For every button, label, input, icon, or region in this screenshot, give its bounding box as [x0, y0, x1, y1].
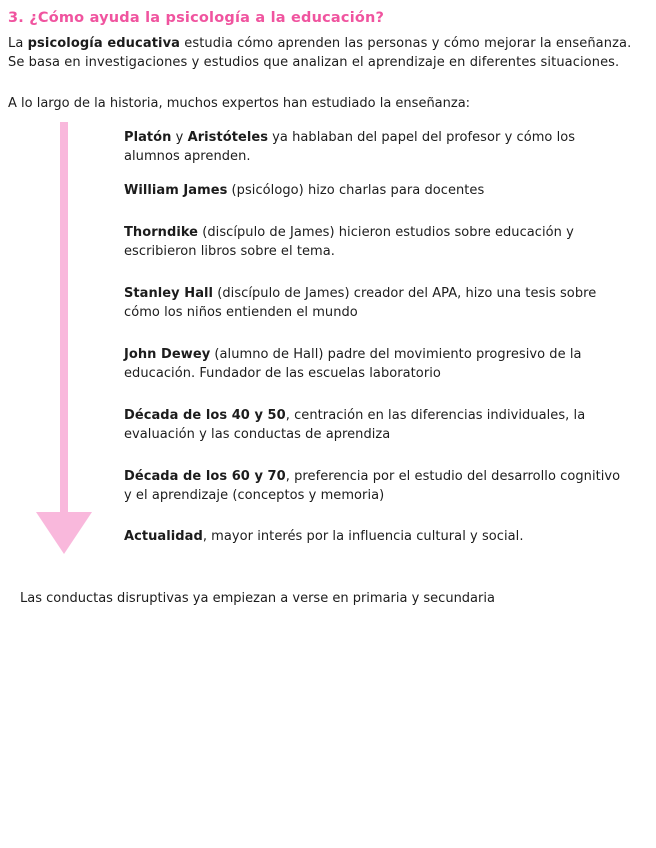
entry-lead: Platón: [124, 130, 172, 145]
section-heading: 3. ¿Cómo ayuda la psicología a la educación?: [8, 10, 385, 26]
entry-text: ya hablaban del papel del profesor y cómo los alumnos aprenden.: [124, 130, 576, 164]
entry-connector: y: [171, 130, 188, 145]
timeline-entry-actualidad: [124, 527, 624, 546]
closing-note: Las conductas disruptivas ya empiezan a verse en primaria y secundaria: [20, 591, 495, 606]
entry-lead: Década de los 40 y 50: [124, 408, 286, 423]
entry-lead: Thorndike: [124, 225, 199, 240]
entry-text: (psicólogo) hizo charlas para docentes: [227, 183, 485, 198]
entry-text: (alumno de Hall) padre del movimiento progresivo de la educación. Fundador de las escuelas laboratorio: [124, 347, 582, 381]
intro-paragraph: [8, 34, 644, 72]
timeline-entry-william-james: [124, 181, 624, 200]
entry-text: , preferencia por el estudio del desarrollo cognitivo y el aprendizaje (conceptos y memoria): [124, 469, 621, 503]
timeline-entry-decada-60-70: [124, 467, 624, 505]
entry-lead-2: Aristóteles: [187, 130, 268, 145]
timeline-entry-thorndike: [124, 223, 624, 261]
intro-term: psicología educativa: [27, 36, 181, 51]
entry-text: , centración en las diferencias individuales, la evaluación y las conductas de aprendiza: [124, 408, 586, 442]
timeline-arrow-icon: [34, 122, 96, 558]
timeline-entry-decada-40-50: [124, 406, 624, 444]
timeline-entry-plato-aristoteles: [124, 128, 624, 166]
entry-text: (discípulo de James) creador del APA, hizo una tesis sobre cómo los niños entienden el mundo: [124, 286, 597, 320]
timeline-entry-john-dewey: [124, 345, 624, 383]
entry-lead: John Dewey: [124, 347, 211, 362]
entry-text: , mayor interés por la influencia cultural y social.: [202, 529, 524, 544]
history-intro: A lo largo de la historia, muchos expertos han estudiado la enseñanza:: [8, 96, 471, 111]
entry-lead: Stanley Hall: [124, 286, 214, 301]
timeline-arrow-head: [36, 512, 92, 554]
entry-text: (discípulo de James) hicieron estudios sobre educación y escribieron libros sobre el tema.: [124, 225, 574, 259]
timeline-arrow-shaft: [60, 122, 68, 516]
entry-lead: William James: [124, 183, 228, 198]
entry-lead: Actualidad: [124, 529, 203, 544]
intro-post: estudia cómo aprenden las personas y cómo mejorar la enseñanza. Se basa en investigaciones y estudios que analizan el aprendizaje en diferentes situaciones.: [8, 36, 632, 70]
timeline-entry-stanley-hall: [124, 284, 624, 322]
intro-pre: La: [8, 36, 28, 51]
entry-lead: Década de los 60 y 70: [124, 469, 286, 484]
